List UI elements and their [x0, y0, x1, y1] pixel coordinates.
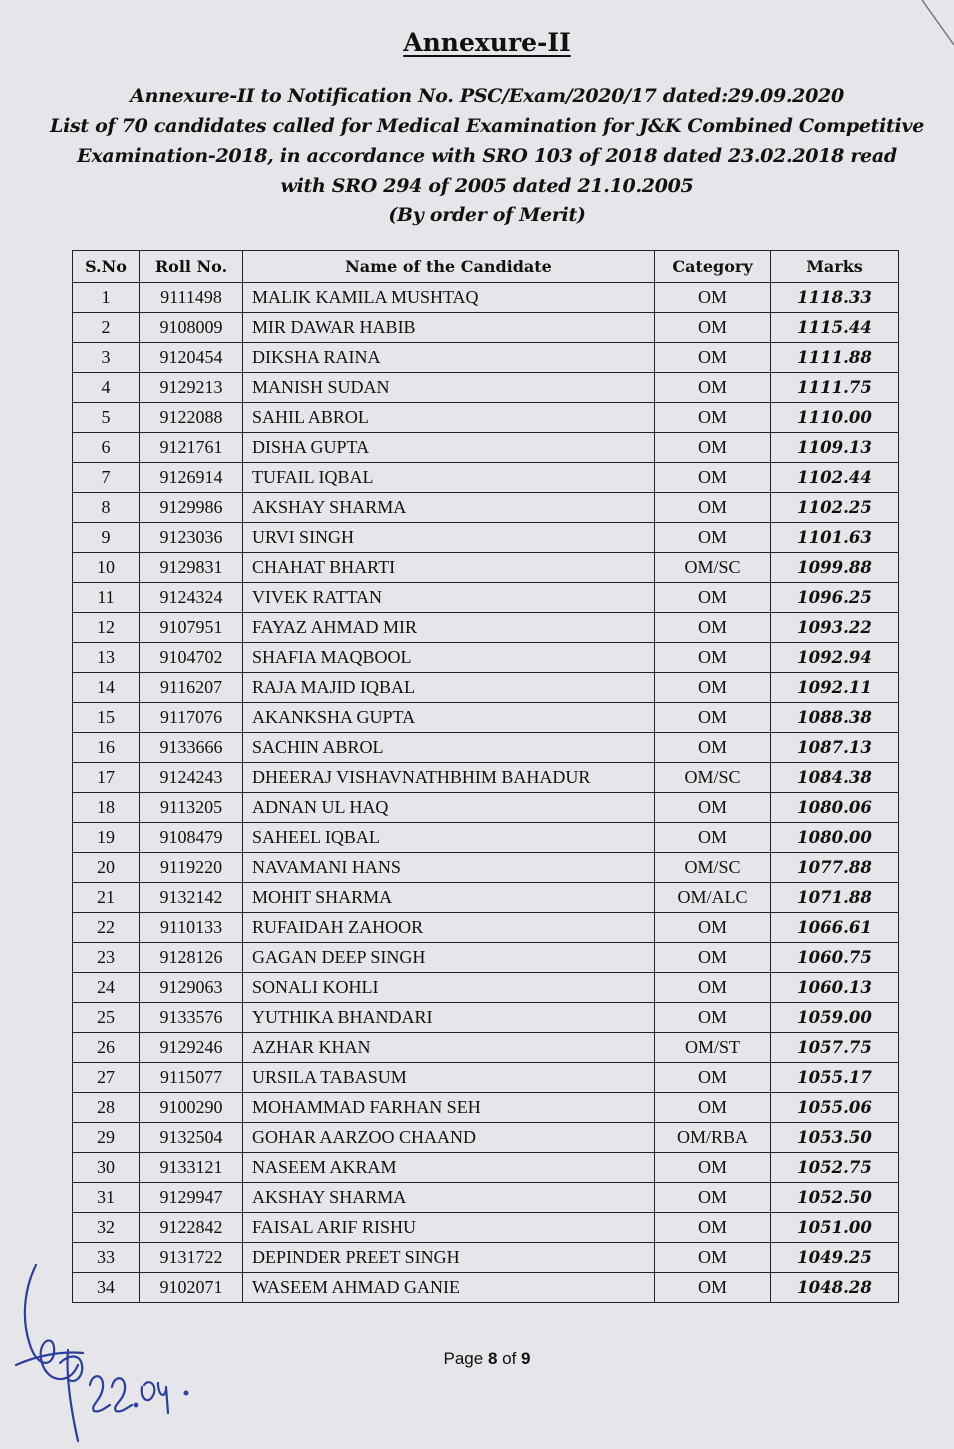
- table-row: [73, 583, 899, 613]
- cell-sno: 1: [73, 283, 140, 313]
- cell-sno: 14: [73, 673, 140, 703]
- table-row: [73, 1093, 899, 1123]
- cell-sno: 30: [73, 1153, 140, 1183]
- header-roll-no: Roll No.: [140, 251, 243, 283]
- cell-category: OM: [655, 703, 771, 733]
- cell-category: OM: [655, 313, 771, 343]
- cell-category: OM: [655, 583, 771, 613]
- cell-marks: 1092.94: [771, 643, 899, 673]
- cell-marks: 1049.25: [771, 1243, 899, 1273]
- cell-candidate-name: ADNAN UL HAQ: [243, 793, 655, 823]
- cell-sno: 18: [73, 793, 140, 823]
- cell-roll-no: 9116207: [140, 673, 243, 703]
- cell-roll-no: 9132504: [140, 1123, 243, 1153]
- cell-roll-no: 9111498: [140, 283, 243, 313]
- cell-sno: 13: [73, 643, 140, 673]
- cell-category: OM: [655, 733, 771, 763]
- header-sno: S.No: [73, 251, 140, 283]
- cell-candidate-name: CHAHAT BHARTI: [243, 553, 655, 583]
- cell-candidate-name: TUFAIL IQBAL: [243, 463, 655, 493]
- table-row: [73, 373, 899, 403]
- cell-marks: 1101.63: [771, 523, 899, 553]
- cell-candidate-name: AKSHAY SHARMA: [243, 493, 655, 523]
- cell-sno: 17: [73, 763, 140, 793]
- table-row: [73, 943, 899, 973]
- cell-candidate-name: AKANKSHA GUPTA: [243, 703, 655, 733]
- table-row: [73, 673, 899, 703]
- cell-marks: 1053.50: [771, 1123, 899, 1153]
- table-row: [73, 313, 899, 343]
- cell-sno: 27: [73, 1063, 140, 1093]
- cell-sno: 10: [73, 553, 140, 583]
- cell-candidate-name: MIR DAWAR HABIB: [243, 313, 655, 343]
- cell-candidate-name: SAHIL ABROL: [243, 403, 655, 433]
- cell-roll-no: 9123036: [140, 523, 243, 553]
- cell-category: OM: [655, 1153, 771, 1183]
- current-page: 8: [487, 1349, 498, 1368]
- cell-roll-no: 9104702: [140, 643, 243, 673]
- cell-marks: 1055.17: [771, 1063, 899, 1093]
- cell-roll-no: 9110133: [140, 913, 243, 943]
- table-row: [73, 553, 899, 583]
- table-row: [73, 1213, 899, 1243]
- page-prefix: Page: [443, 1349, 488, 1368]
- cell-marks: 1051.00: [771, 1213, 899, 1243]
- cell-category: OM: [655, 403, 771, 433]
- cell-candidate-name: WASEEM AHMAD GANIE: [243, 1273, 655, 1303]
- cell-candidate-name: URSILA TABASUM: [243, 1063, 655, 1093]
- cell-category: OM: [655, 433, 771, 463]
- table-row: [73, 973, 899, 1003]
- cell-roll-no: 9129986: [140, 493, 243, 523]
- annexure-title: Annexure-II: [403, 28, 571, 57]
- table-row: [73, 793, 899, 823]
- cell-category: OM/SC: [655, 763, 771, 793]
- cell-sno: 24: [73, 973, 140, 1003]
- cell-roll-no: 9133666: [140, 733, 243, 763]
- cell-candidate-name: NASEEM AKRAM: [243, 1153, 655, 1183]
- cell-category: OM: [655, 1273, 771, 1303]
- cell-candidate-name: RUFAIDAH ZAHOOR: [243, 913, 655, 943]
- cell-candidate-name: VIVEK RATTAN: [243, 583, 655, 613]
- cell-sno: 26: [73, 1033, 140, 1063]
- cell-candidate-name: URVI SINGH: [243, 523, 655, 553]
- cell-marks: 1099.88: [771, 553, 899, 583]
- table-row: [73, 283, 899, 313]
- cell-candidate-name: RAJA MAJID IQBAL: [243, 673, 655, 703]
- cell-category: OM: [655, 913, 771, 943]
- cell-sno: 6: [73, 433, 140, 463]
- cell-marks: 1102.25: [771, 493, 899, 523]
- cell-candidate-name: SONALI KOHLI: [243, 973, 655, 1003]
- cell-category: OM: [655, 463, 771, 493]
- notification-heading-line-4: with SRO 294 of 2005 dated 21.10.2005: [280, 175, 694, 197]
- cell-marks: 1110.00: [771, 403, 899, 433]
- table-row: [73, 1183, 899, 1213]
- cell-roll-no: 9133121: [140, 1153, 243, 1183]
- cell-marks: 1118.33: [771, 283, 899, 313]
- table-row: [73, 343, 899, 373]
- cell-roll-no: 9132142: [140, 883, 243, 913]
- cell-category: OM/SC: [655, 553, 771, 583]
- cell-category: OM: [655, 673, 771, 703]
- cell-candidate-name: DHEERAJ VISHAVNATHBHIM BAHADUR: [243, 763, 655, 793]
- header-marks: Marks: [771, 251, 899, 283]
- cell-sno: 29: [73, 1123, 140, 1153]
- merit-order-note: (By order of Merit): [388, 204, 586, 226]
- cell-marks: 1048.28: [771, 1273, 899, 1303]
- cell-candidate-name: GAGAN DEEP SINGH: [243, 943, 655, 973]
- cell-marks: 1084.38: [771, 763, 899, 793]
- cell-roll-no: 9124324: [140, 583, 243, 613]
- table-row: [73, 853, 899, 883]
- cell-candidate-name: FAISAL ARIF RISHU: [243, 1213, 655, 1243]
- cell-marks: 1088.38: [771, 703, 899, 733]
- notification-heading-line-2: List of 70 candidates called for Medical Examination for J&K Combined Competitive: [50, 115, 924, 137]
- cell-roll-no: 9126914: [140, 463, 243, 493]
- cell-marks: 1111.75: [771, 373, 899, 403]
- cell-category: OM/ST: [655, 1033, 771, 1063]
- cell-candidate-name: DIKSHA RAINA: [243, 343, 655, 373]
- notification-heading-line-3: Examination-2018, in accordance with SRO 103 of 2018 dated 23.02.2018 read: [77, 145, 897, 167]
- cell-sno: 4: [73, 373, 140, 403]
- cell-candidate-name: YUTHIKA BHANDARI: [243, 1003, 655, 1033]
- cell-marks: 1111.88: [771, 343, 899, 373]
- cell-sno: 19: [73, 823, 140, 853]
- table-row: [73, 493, 899, 523]
- cell-marks: 1060.13: [771, 973, 899, 1003]
- cell-category: OM: [655, 943, 771, 973]
- cell-roll-no: 9122088: [140, 403, 243, 433]
- page-of: of: [497, 1349, 522, 1368]
- cell-roll-no: 9115077: [140, 1063, 243, 1093]
- cell-sno: 5: [73, 403, 140, 433]
- table-row: [73, 463, 899, 493]
- cell-roll-no: 9129213: [140, 373, 243, 403]
- table-row: [73, 733, 899, 763]
- cell-sno: 15: [73, 703, 140, 733]
- cell-marks: 1052.50: [771, 1183, 899, 1213]
- cell-roll-no: 9120454: [140, 343, 243, 373]
- table-row: [73, 823, 899, 853]
- candidates-table: [72, 250, 899, 1303]
- table-row: [73, 1153, 899, 1183]
- table-row: [73, 643, 899, 673]
- cell-roll-no: 9129063: [140, 973, 243, 1003]
- cell-sno: 25: [73, 1003, 140, 1033]
- table-row: [73, 703, 899, 733]
- cell-marks: 1055.06: [771, 1093, 899, 1123]
- cell-category: OM: [655, 973, 771, 1003]
- cell-roll-no: 9129947: [140, 1183, 243, 1213]
- cell-roll-no: 9100290: [140, 1093, 243, 1123]
- cell-sno: 9: [73, 523, 140, 553]
- table-row: [73, 763, 899, 793]
- cell-roll-no: 9117076: [140, 703, 243, 733]
- cell-marks: 1052.75: [771, 1153, 899, 1183]
- cell-category: OM: [655, 1093, 771, 1123]
- cell-candidate-name: GOHAR AARZOO CHAAND: [243, 1123, 655, 1153]
- cell-candidate-name: MALIK KAMILA MUSHTAQ: [243, 283, 655, 313]
- cell-sno: 3: [73, 343, 140, 373]
- table-row: [73, 913, 899, 943]
- cell-sno: 33: [73, 1243, 140, 1273]
- cell-category: OM: [655, 523, 771, 553]
- cell-sno: 28: [73, 1093, 140, 1123]
- cell-candidate-name: MOHAMMAD FARHAN SEH: [243, 1093, 655, 1123]
- cell-roll-no: 9108479: [140, 823, 243, 853]
- table-row: [73, 1003, 899, 1033]
- cell-category: OM: [655, 793, 771, 823]
- cell-category: OM: [655, 373, 771, 403]
- cell-marks: 1059.00: [771, 1003, 899, 1033]
- header-category: Category: [655, 251, 771, 283]
- table-row: [73, 883, 899, 913]
- table-row: [73, 523, 899, 553]
- cell-roll-no: 9108009: [140, 313, 243, 343]
- cell-roll-no: 9102071: [140, 1273, 243, 1303]
- table-row: [73, 1123, 899, 1153]
- cell-roll-no: 9129831: [140, 553, 243, 583]
- cell-candidate-name: MANISH SUDAN: [243, 373, 655, 403]
- cell-sno: 32: [73, 1213, 140, 1243]
- notification-heading-line-1: Annexure-II to Notification No. PSC/Exam/2020/17 dated:29.09.2020: [130, 85, 844, 107]
- cell-category: OM: [655, 1243, 771, 1273]
- cell-marks: 1102.44: [771, 463, 899, 493]
- cell-sno: 8: [73, 493, 140, 523]
- cell-marks: 1087.13: [771, 733, 899, 763]
- cell-category: OM: [655, 1213, 771, 1243]
- cell-category: OM: [655, 343, 771, 373]
- cell-roll-no: 9122842: [140, 1213, 243, 1243]
- total-pages: 9: [521, 1349, 531, 1368]
- cell-category: OM: [655, 643, 771, 673]
- cell-candidate-name: FAYAZ AHMAD MIR: [243, 613, 655, 643]
- handwritten-signature: [8, 1255, 208, 1445]
- table-row: [73, 1063, 899, 1093]
- cell-category: OM/ALC: [655, 883, 771, 913]
- cell-category: OM: [655, 1063, 771, 1093]
- cell-sno: 21: [73, 883, 140, 913]
- cell-sno: 31: [73, 1183, 140, 1213]
- cell-marks: 1093.22: [771, 613, 899, 643]
- table-row: [73, 403, 899, 433]
- cell-candidate-name: SHAFIA MAQBOOL: [243, 643, 655, 673]
- cell-sno: 7: [73, 463, 140, 493]
- cell-marks: 1071.88: [771, 883, 899, 913]
- header-candidate-name: Name of the Candidate: [243, 251, 655, 283]
- cell-sno: 22: [73, 913, 140, 943]
- cell-marks: 1092.11: [771, 673, 899, 703]
- cell-roll-no: 9131722: [140, 1243, 243, 1273]
- cell-category: OM/RBA: [655, 1123, 771, 1153]
- cell-sno: 23: [73, 943, 140, 973]
- cell-candidate-name: NAVAMANI HANS: [243, 853, 655, 883]
- cell-marks: 1080.00: [771, 823, 899, 853]
- cell-roll-no: 9121761: [140, 433, 243, 463]
- cell-candidate-name: DISHA GUPTA: [243, 433, 655, 463]
- cell-roll-no: 9107951: [140, 613, 243, 643]
- table-row: [73, 433, 899, 463]
- table-row: [73, 1033, 899, 1063]
- cell-roll-no: 9129246: [140, 1033, 243, 1063]
- cell-sno: 2: [73, 313, 140, 343]
- cell-sno: 20: [73, 853, 140, 883]
- cell-category: OM: [655, 493, 771, 523]
- cell-candidate-name: MOHIT SHARMA: [243, 883, 655, 913]
- cell-candidate-name: AKSHAY SHARMA: [243, 1183, 655, 1213]
- cell-roll-no: 9133576: [140, 1003, 243, 1033]
- cell-sno: 11: [73, 583, 140, 613]
- cell-roll-no: 9113205: [140, 793, 243, 823]
- cell-sno: 16: [73, 733, 140, 763]
- cell-marks: 1057.75: [771, 1033, 899, 1063]
- cell-candidate-name: SAHEEL IQBAL: [243, 823, 655, 853]
- cell-marks: 1080.06: [771, 793, 899, 823]
- cell-category: OM/SC: [655, 853, 771, 883]
- table-header-row: [73, 251, 899, 283]
- cell-candidate-name: DEPINDER PREET SINGH: [243, 1243, 655, 1273]
- cell-category: OM: [655, 613, 771, 643]
- cell-marks: 1115.44: [771, 313, 899, 343]
- cell-candidate-name: AZHAR KHAN: [243, 1033, 655, 1063]
- cell-candidate-name: SACHIN ABROL: [243, 733, 655, 763]
- cell-marks: 1109.13: [771, 433, 899, 463]
- cell-roll-no: 9124243: [140, 763, 243, 793]
- cell-marks: 1096.25: [771, 583, 899, 613]
- cell-sno: 34: [73, 1273, 140, 1303]
- cell-marks: 1060.75: [771, 943, 899, 973]
- table-row: [73, 613, 899, 643]
- table-body: [73, 283, 899, 1303]
- cell-sno: 12: [73, 613, 140, 643]
- cell-category: OM: [655, 1183, 771, 1213]
- cell-category: OM: [655, 823, 771, 853]
- cell-marks: 1066.61: [771, 913, 899, 943]
- cell-category: OM: [655, 1003, 771, 1033]
- cell-category: OM: [655, 283, 771, 313]
- cell-roll-no: 9128126: [140, 943, 243, 973]
- cell-marks: 1077.88: [771, 853, 899, 883]
- cell-roll-no: 9119220: [140, 853, 243, 883]
